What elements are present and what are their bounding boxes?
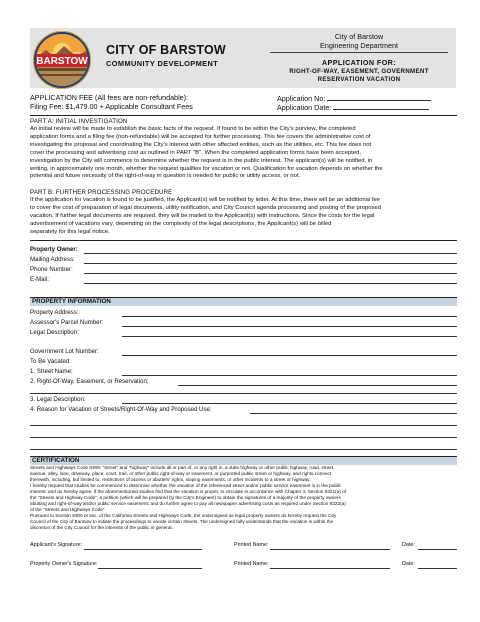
application-date-field[interactable] (333, 102, 429, 110)
part-a-line: investigating the proposal and coordinating the City's interest with other affected entities, such as the utilities, etc. This fee does not (30, 141, 372, 148)
application-number-field[interactable] (327, 93, 431, 101)
engineering-dept: Engineering Department (320, 41, 398, 50)
property-owner-label: Property Owner: (30, 246, 78, 253)
logo-wordmark: BARSTOW (36, 56, 88, 67)
application-number-label: Application No: (277, 94, 326, 103)
property-address-field[interactable] (122, 316, 457, 317)
certification-line: discretion of the City Council for the interests of the public in general. (30, 525, 173, 530)
applicant-printed-name-field[interactable] (270, 549, 390, 550)
certification-line: interest; and do hereby agree, if the aforementioned studies find that the vacation is proper, to circulate in accordance with Chapter 3, Section 8321(a) of (30, 489, 347, 494)
applicant-date-label: Date: (402, 542, 415, 548)
phone-number-label: Phone Number: (30, 266, 73, 273)
applicant-printed-name-label: Printed Name: (234, 542, 269, 548)
street-name-label: 1. Street Name: (30, 368, 73, 375)
application-for-label: APPLICATION FOR: (321, 58, 397, 67)
part-b-line: advertisement of vacations vary, depending on the complexity of the legal descriptions, the Applicant(s) will be billed (30, 220, 332, 227)
applicant-signature-label: Applicant's Signature: (30, 542, 82, 548)
certification-line: Pursuant to Section 8300 et sec. of the California Streets and Highways Code, the undersigned as legal property owners do hereby request the City (30, 513, 337, 518)
part-a-text (30, 126, 457, 181)
property-info-title: PROPERTY INFORMATION (32, 298, 111, 305)
certification-bar (30, 456, 457, 465)
mailing-address-label: Mailing Address: (30, 256, 75, 263)
property-address-label: Property Address: (30, 309, 79, 316)
part-b-line: vacation. If further legal documents are required, they will be mailed to the Applicant(s) with instructions. Since the costs for the legal (30, 212, 375, 219)
certification-line: avenue, alley, lane, driveway, place, court, trail, or other public right-of-way or easement, or purported public street or highway, and rights connect (30, 471, 332, 476)
department-title: COMMUNITY DEVELOPMENT (106, 59, 219, 68)
reason-for-vacation-field[interactable] (250, 413, 457, 414)
application-type-line1: RIGHT-OF-WAY, EASEMENT, GOVERNMENT (289, 68, 429, 75)
email-field[interactable] (84, 283, 457, 284)
heading-rule (270, 52, 448, 53)
section-divider (30, 240, 457, 241)
barstow-logo-icon (32, 30, 92, 90)
owner-signature-field[interactable] (98, 568, 202, 569)
part-b-line: separately for this legal notice. (30, 228, 110, 235)
certification-line: abutting and right-of-way and/or public service easement; and do further agree to pay all newspaper advertising costs as required under Section 8322(a) (30, 501, 346, 506)
application-date-label: Application Date: (277, 103, 332, 112)
applicant-signature-field[interactable] (84, 549, 202, 550)
owner-printed-name-field[interactable] (270, 568, 390, 569)
reason-for-vacation-label: 4. Reason for Vacation of Streets/Right-Of-Way and Proposed Use: (30, 406, 212, 413)
right-of-way-label: 2. Right-Of-Way, Easement, or Reservation: (30, 378, 149, 385)
certification-title: CERTIFICATION (32, 457, 80, 464)
application-fee-note: APPLICATION FEE (All fees are non-refundable): (30, 93, 189, 102)
vacation-legal-description-field[interactable] (122, 403, 457, 404)
owner-date-field[interactable] (418, 568, 457, 569)
part-b-line: If the application for vacation is found to be justified, the Applicant(s) will be notified by letter. At this time, there will be an additional fee (30, 197, 381, 203)
government-lot-field[interactable] (122, 355, 457, 356)
section-divider (30, 115, 457, 116)
city-name: City of Barstow (334, 32, 384, 41)
mailing-address-field[interactable] (84, 263, 457, 264)
part-a-line: potential and future necessity of the right-of-way in question is needed for public or utility access, or not. (30, 173, 301, 180)
reason-line[interactable] (30, 425, 457, 426)
owner-printed-name-label: Printed Name: (234, 561, 269, 567)
to-be-vacated-label: To Be Vacated: (30, 358, 71, 365)
right-of-way-field[interactable] (178, 385, 457, 386)
part-a-title: PART A: INITIAL INVESTIGATION (30, 118, 128, 125)
part-b-title: PART B: FURTHER PROCESSING PROCEDURE (30, 189, 173, 196)
filing-fee: Filing Fee: $1,479.00 + Applicable Consultant Fees (30, 102, 193, 111)
part-a-line: application forms and a filing fee (non-refundable) will be accepted for further processing. This fee covers the administrative cost of (30, 133, 371, 140)
phone-number-field[interactable] (84, 273, 457, 274)
application-type-line2: RESERVATION VACATION (317, 76, 401, 83)
reason-line[interactable] (30, 449, 457, 450)
part-a-line: writing, in approximately one month, whether the request qualifies for vacation or not. Qualification for vacation depends on whether the (30, 165, 383, 172)
legal-description-label: Legal Description: (30, 329, 79, 336)
city-title: CITY OF BARSTOW (106, 43, 226, 57)
application-date (277, 102, 429, 112)
right-of-way-extra-line[interactable] (30, 393, 457, 394)
part-a-line: investigation by the City will commence to determine whether the request is in the public interest. The applicant(s) will be notified, in (30, 157, 373, 164)
vacation-legal-description-label: 3. Legal Description: (30, 396, 86, 403)
street-name-field[interactable] (122, 375, 457, 376)
certification-line: of the "Streets and Highways Code". (30, 507, 106, 512)
certification-line: therewith, including, but limited to, restrictions of access or abutters' rights, sloping easements, or other incidents to a street or highway. (30, 477, 311, 482)
reason-line[interactable] (30, 437, 457, 438)
certification-line: I hereby request that studies be commenced to determine whether the vacation of the referenced street and/or public service easement is in the public (30, 483, 342, 488)
certification-line: Council of the City of Barstow to initiate the proceedings to vacate certain streets. The undersigned fully understands that the vacation is within the (30, 519, 334, 524)
part-a-line: An initial review will be made to establish the basic facts of the request. If found to be within the City's purview, the completed (30, 126, 356, 132)
government-lot-label: Government Lot Number: (30, 348, 99, 355)
certification-text (30, 465, 458, 531)
owner-date-label: Date: (402, 561, 415, 567)
legal-description-field[interactable] (122, 336, 457, 337)
part-b-text (30, 197, 457, 237)
part-b-line: to cover the cost of preparation of legal documents, utility notification, and City Council agenda processing and posting of the proposed (30, 204, 382, 211)
parcel-number-field[interactable] (122, 326, 457, 327)
part-a-line: cover the processing and advertising cost as outlined in PART "B". When the completed application forms have been accepted, (30, 149, 361, 156)
property-owner-field[interactable] (84, 253, 457, 254)
certification-line: the "Streets and Highway Code", a petition (which will be prepared by the City's Engineer) to obtain the signatures of a majority of the property owners (30, 495, 341, 500)
owner-signature-label: Property Owner's Signature: (30, 561, 98, 567)
email-label: E-Mail: (30, 276, 49, 283)
certification-line: Streets and Highways Code 8308: "Street" and "highway" include all or part of, or any right in, a state highway or other public highway, road, street, (30, 465, 335, 470)
parcel-number-label: Assessor's Parcel Number: (30, 319, 104, 326)
applicant-date-field[interactable] (418, 549, 457, 550)
